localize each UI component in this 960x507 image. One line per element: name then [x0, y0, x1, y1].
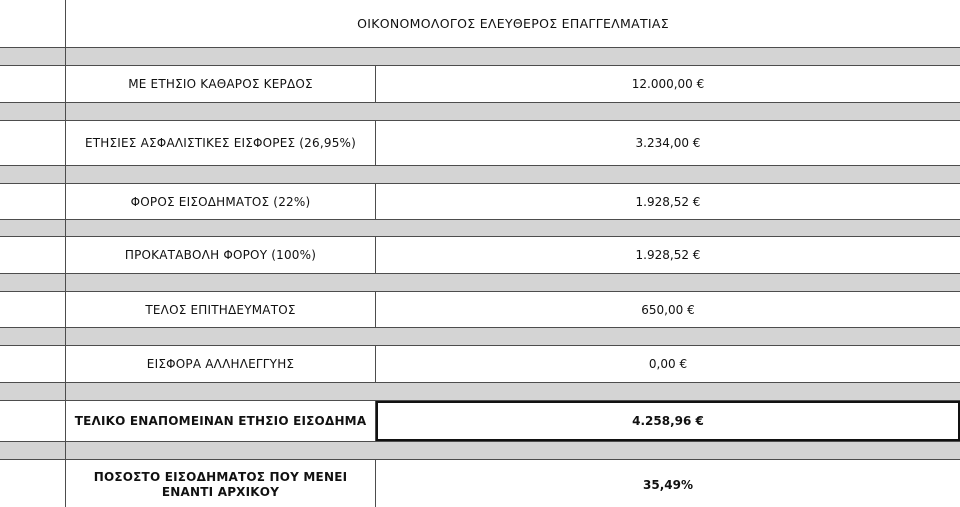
separator-row — [0, 273, 960, 291]
row-header-cell — [0, 274, 66, 291]
row-label[interactable]: ΕΙΣΦΟΡΑ ΑΛΛΗΛΕΓΓΥΗΣ — [66, 346, 376, 382]
title-row — [0, 0, 960, 47]
row-label[interactable]: ΠΡΟΚΑΤΑΒΟΛΗ ΦΟΡΟΥ (100%) — [66, 237, 376, 273]
row-value[interactable]: 1.928,52 € — [635, 248, 701, 262]
total-label[interactable]: ΤΕΛΙΚΟ ΕΝΑΠΟΜΕΙΝΑΝ ΕΤΗΣΙΟ ΕΙΣΟΔΗΜΑ — [66, 401, 376, 441]
row-header-cell — [0, 166, 66, 183]
total-row — [0, 400, 960, 441]
row-value[interactable]: 0,00 € — [648, 357, 688, 371]
row-header-cell — [0, 220, 66, 236]
separator-row — [0, 327, 960, 345]
percentage-value[interactable]: 35,49% — [643, 477, 693, 492]
separator-row — [0, 219, 960, 236]
row-value[interactable]: 1.928,52 € — [635, 194, 701, 209]
separator-row — [0, 382, 960, 400]
row-header-cell — [0, 442, 66, 459]
percentage-label[interactable]: ΠΟΣΟΣΤΟ ΕΙΣΟΔΗΜΑΤΟΣ ΠΟΥ ΜΕΝΕΙ ΕΝΑΝΤΙ ΑΡΧΙΚΟΥ — [66, 460, 376, 507]
row-label[interactable]: ΤΕΛΟΣ ΕΠΙΤΗΔΕΥΜΑΤΟΣ — [66, 292, 376, 327]
row-value[interactable]: 3.234,00 € — [635, 136, 701, 150]
row-header-cell[interactable] — [0, 346, 66, 382]
row-header-cell — [0, 328, 66, 345]
row-header-cell[interactable] — [0, 121, 66, 165]
separator-row — [0, 441, 960, 459]
separator-row — [0, 47, 960, 65]
total-value[interactable]: 4.258,96 € — [376, 401, 960, 441]
percentage-row — [0, 459, 960, 507]
separator-row — [0, 165, 960, 183]
table-row — [0, 183, 960, 219]
separator-row — [0, 102, 960, 120]
sheet-title[interactable]: ΟΙΚΟΝΟΜΟΛΟΓΟΣ ΕΛΕΥΘΕΡΟΣ ΕΠΑΓΓΕΛΜΑΤΙΑΣ — [357, 16, 669, 31]
row-header-cell[interactable] — [0, 401, 66, 441]
row-header-cell — [0, 103, 66, 120]
row-header-cell[interactable] — [0, 66, 66, 102]
row-header-cell[interactable] — [0, 184, 66, 219]
row-label[interactable]: ΜΕ ΕΤΗΣΙΟ ΚΑΘΑΡΟΣ ΚΕΡΔΟΣ — [66, 66, 376, 102]
row-label[interactable]: ΕΤΗΣΙΕΣ ΑΣΦΑΛΙΣΤΙΚΕΣ ΕΙΣΦΟΡΕΣ (26,95%) — [66, 121, 376, 165]
row-header-cell — [0, 383, 66, 400]
row-header-cell[interactable] — [0, 460, 66, 507]
table-row — [0, 120, 960, 165]
table-row — [0, 65, 960, 102]
row-label[interactable]: ΦΟΡΟΣ ΕΙΣΟΔΗΜΑΤΟΣ (22%) — [66, 184, 376, 219]
row-header-cell[interactable] — [0, 237, 66, 273]
row-header-cell[interactable] — [0, 0, 66, 47]
row-value[interactable]: 650,00 € — [641, 302, 695, 317]
table-row — [0, 236, 960, 273]
row-header-cell — [0, 48, 66, 65]
table-row — [0, 345, 960, 382]
table-row — [0, 291, 960, 327]
row-header-cell[interactable] — [0, 292, 66, 327]
row-value[interactable]: 12.000,00 € — [631, 77, 705, 91]
